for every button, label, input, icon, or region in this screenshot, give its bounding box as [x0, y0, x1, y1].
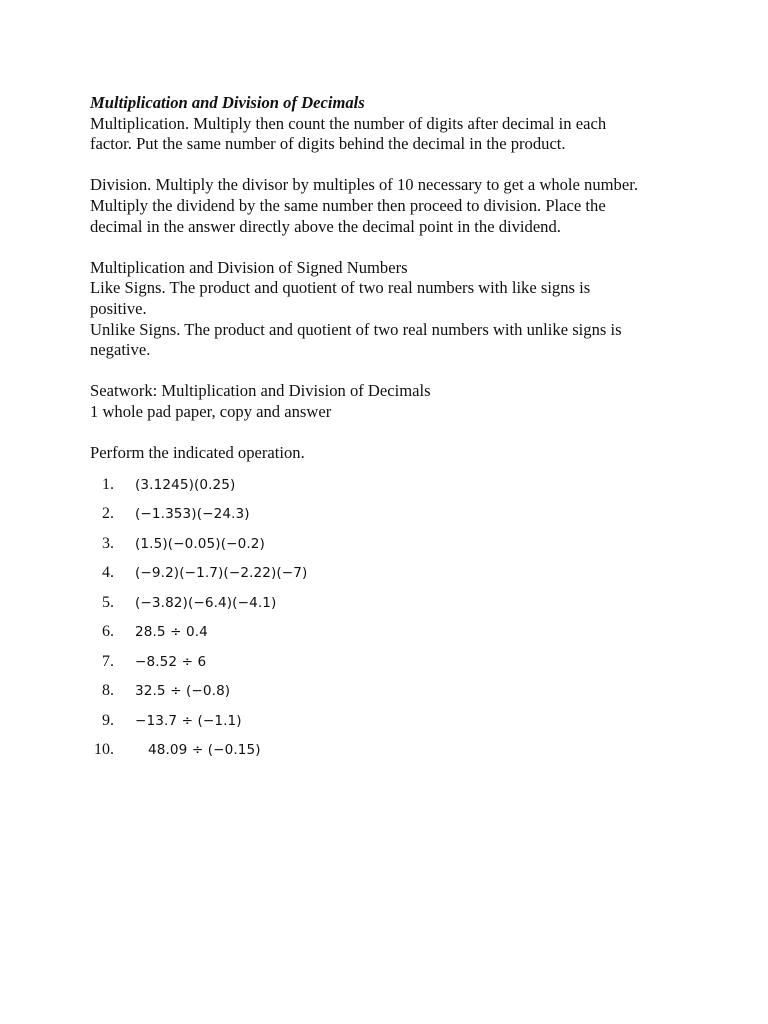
problem-number: 2. — [102, 505, 114, 523]
list-item — [90, 740, 690, 770]
like-signs-line-2: positive. — [90, 298, 147, 318]
problem-expression: 28.5 ÷ 0.4 — [135, 624, 208, 641]
problem-number: 10. — [94, 741, 114, 759]
spacer — [90, 237, 690, 258]
operation-instruction: Perform the indicated operation. — [90, 443, 305, 463]
list-item — [90, 504, 690, 534]
list-item — [90, 563, 690, 593]
problem-list — [90, 475, 690, 770]
problem-number: 1. — [102, 475, 114, 493]
problem-expression: −13.7 ÷ (−1.1) — [135, 712, 242, 729]
document-page — [90, 93, 690, 770]
problem-expression: (1.5)(−0.05)(−0.2) — [135, 535, 265, 552]
problem-number: 6. — [102, 623, 114, 641]
list-item — [90, 475, 690, 505]
problem-expression: (−3.82)(−6.4)(−4.1) — [135, 594, 277, 611]
document-heading: Multiplication and Division of Decimals — [90, 93, 365, 112]
seatwork-title: Seatwork: Multiplication and Division of Decimals — [90, 381, 431, 401]
list-item — [90, 711, 690, 741]
spacer — [90, 155, 690, 176]
spacer — [90, 423, 690, 444]
problem-number: 5. — [102, 593, 114, 611]
problem-expression: 32.5 ÷ (−0.8) — [135, 683, 231, 700]
like-signs-line-1: Like Signs. The product and quotient of two real numbers with like signs is — [90, 278, 591, 298]
problem-expression: (−9.2)(−1.7)(−2.22)(−7) — [135, 565, 308, 582]
multiplication-rule-line-1: Multiplication. Multiply then count the number of digits after decimal in each — [90, 113, 607, 133]
spacer — [90, 361, 690, 382]
unlike-signs-line-1: Unlike Signs. The product and quotient of two real numbers with unlike signs is — [90, 319, 622, 339]
division-rule-line-1: Division. Multiply the divisor by multiples of 10 necessary to get a whole number. — [90, 175, 638, 195]
unlike-signs-line-2: negative. — [90, 340, 151, 360]
problem-number: 3. — [102, 534, 114, 552]
list-item — [90, 652, 690, 682]
problem-expression: 48.09 ÷ (−0.15) — [148, 742, 261, 759]
problem-number: 9. — [102, 711, 114, 729]
signed-numbers-heading: Multiplication and Division of Signed Numbers — [90, 257, 408, 277]
list-item — [90, 681, 690, 711]
list-item — [90, 593, 690, 623]
division-rule-line-2: Multiply the dividend by the same number then proceed to division. Place the — [90, 195, 606, 215]
list-item — [90, 534, 690, 564]
problem-number: 4. — [102, 564, 114, 582]
problem-expression: (3.1245)(0.25) — [135, 476, 236, 493]
division-rule-line-3: decimal in the answer directly above the decimal point in the dividend. — [90, 216, 561, 236]
multiplication-rule-line-2: factor. Put the same number of digits behind the decimal in the product. — [90, 134, 566, 154]
list-item — [90, 622, 690, 652]
problem-expression: (−1.353)(−24.3) — [135, 506, 250, 523]
problem-number: 8. — [102, 682, 114, 700]
seatwork-instructions: 1 whole pad paper, copy and answer — [90, 401, 332, 421]
problem-number: 7. — [102, 652, 114, 670]
problem-expression: −8.52 ÷ 6 — [135, 653, 207, 670]
